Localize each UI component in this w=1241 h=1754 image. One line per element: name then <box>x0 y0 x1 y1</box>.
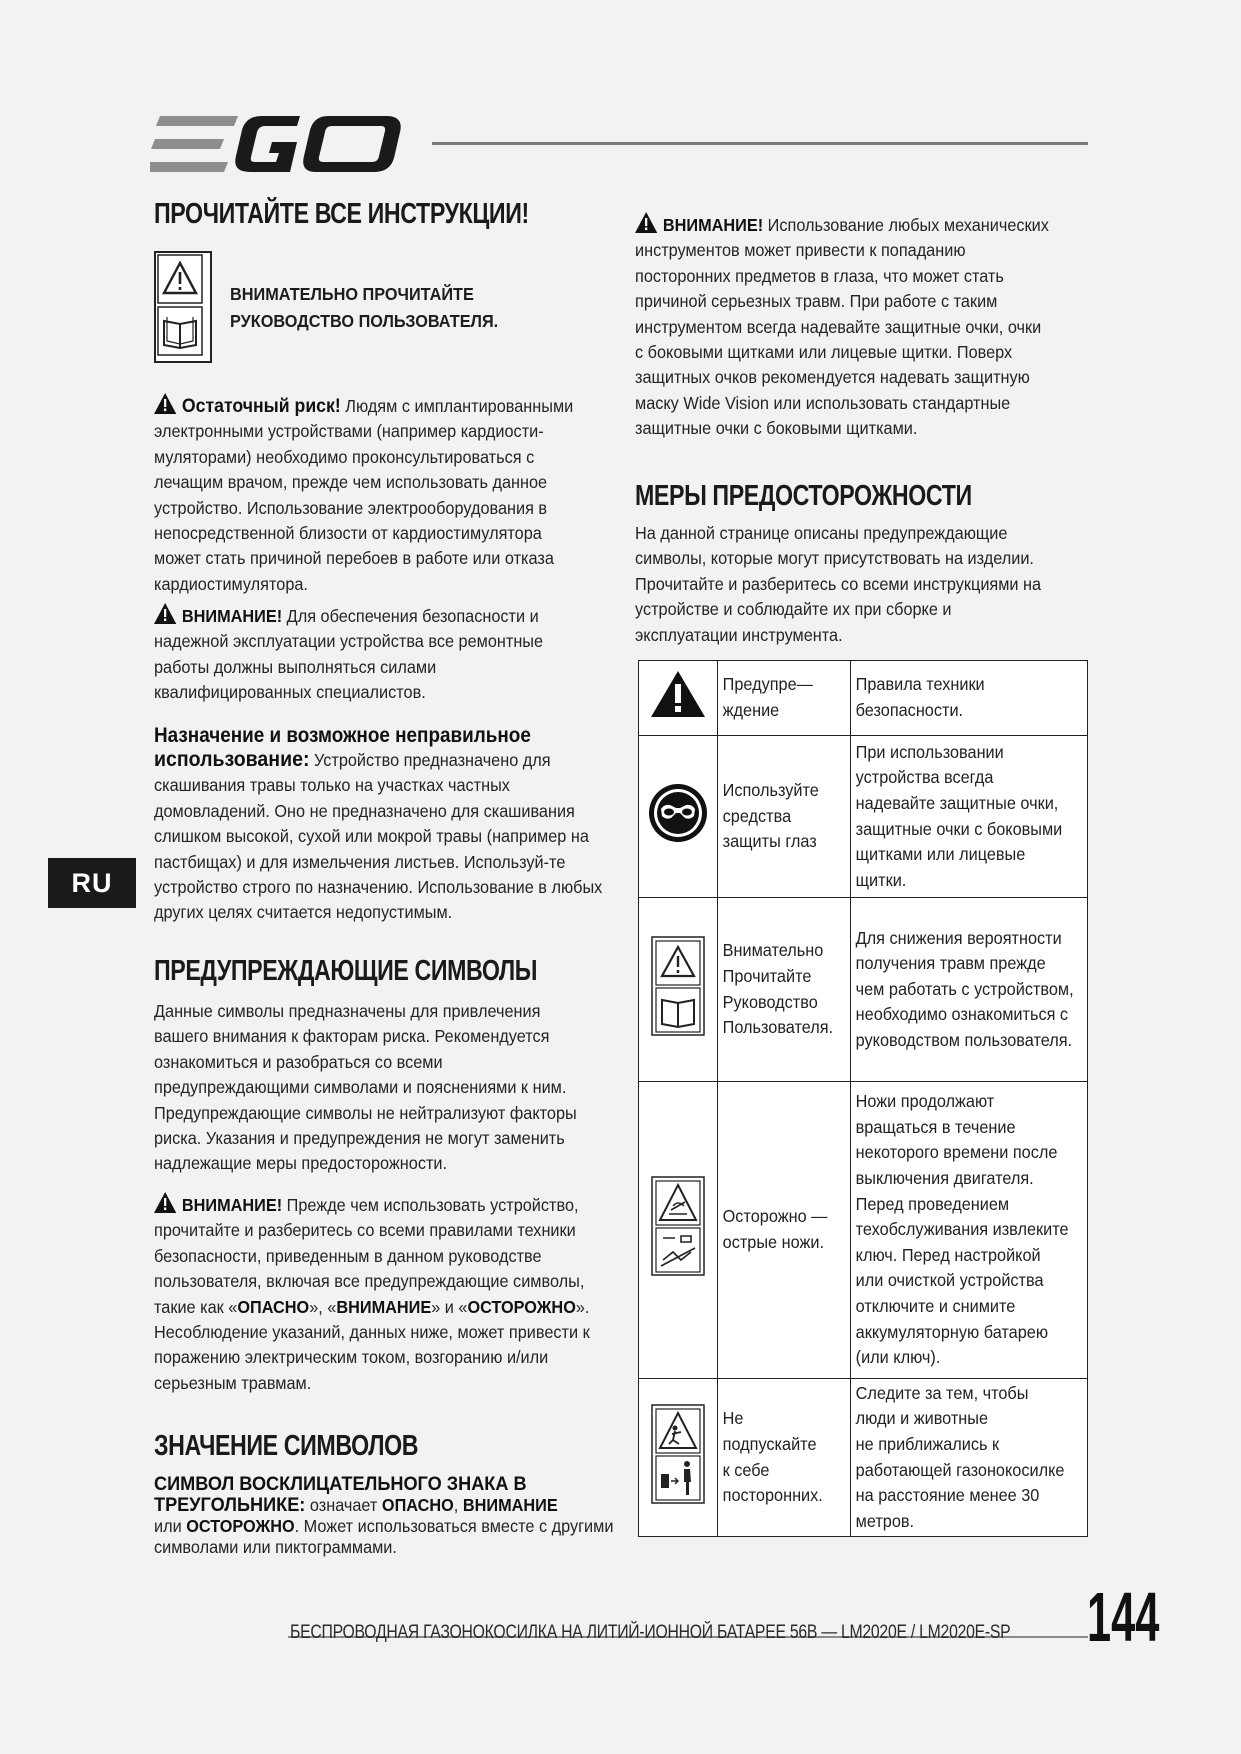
symbol-description: Правила техники безопасности. <box>855 674 985 720</box>
ego-logo <box>150 112 410 176</box>
exclam-warning: ВНИМАНИЕ <box>462 1495 558 1515</box>
precautions-heading: МЕРЫ ПРЕДОСТОРОЖНОСТИ <box>635 480 972 512</box>
warning1-label: ВНИМАНИЕ! <box>181 606 283 626</box>
exclam-danger: ОПАСНО <box>381 1495 454 1515</box>
table-name-cell <box>718 898 851 1082</box>
table-row <box>639 736 1088 898</box>
warning1-paragraph <box>154 603 591 706</box>
table-icon-cell <box>639 898 718 1082</box>
table-icon-cell <box>639 736 718 898</box>
table-desc-cell <box>851 1379 1088 1537</box>
table-desc-cell <box>851 1082 1088 1379</box>
warning2-text-a: Прежде чем использовать устройство, прочитайте и разберитесь со всеми правилами техники безопасности, приведенным в данном руководстве пользователя, включая все предупреждающие символы, такие как « <box>154 1195 585 1317</box>
footer-title: БЕСПРОВОДНАЯ ГАЗОНОКОСИЛКА НА ЛИТИЙ-ИОННОЙ БАТАРЕЕ 56В — LM2020E / LM2020E-SP <box>290 1622 1011 1643</box>
header-rule <box>432 142 1088 145</box>
warning2-text-b: ». Несоблюдение указаний, данных ниже, может привести к поражению электрическим током, возгоранию и/или серьезным травмам. <box>154 1296 590 1393</box>
table-icon-cell <box>639 661 718 736</box>
residual-risk-paragraph <box>154 393 591 597</box>
symbol-description: Для снижения вероятности получения травм прежде чем работать с устройством, необходимо ознакомиться с руководством пользователя. <box>855 927 1074 1050</box>
warning2-sep2: » и « <box>431 1296 468 1317</box>
exclam-text-a: означает <box>309 1495 378 1515</box>
read-all-heading: ПРОЧИТАЙТЕ ВСЕ ИНСТРУКЦИИ! <box>154 198 529 230</box>
table-desc-cell <box>851 736 1088 898</box>
warning2-label: ВНИМАНИЕ! <box>181 1195 283 1215</box>
warning-triangle-icon <box>154 1192 176 1213</box>
symbol-description: Следите за тем, чтобы люди и животные не приближались к работающей газонокосилке на расстояние менее 30 метров. <box>855 1382 1065 1531</box>
residual-risk-text: Людям с имплантированными электронными устройствами (например кардиости-муляторами) необходимо проконсультироваться с лечащим врачом, прежде чем использовать данное устройство. Использование электрооборудования в непосредственной близости от кардиостимулятора может стать причиной перебоев в работе или отказа кардиостимулятора. <box>154 396 574 594</box>
symbol-name: Осторожно — острые ножи. <box>722 1206 828 1252</box>
table-row <box>639 1379 1088 1537</box>
read-manual-line1: ВНИМАТЕЛЬНО ПРОЧИТАЙТЕ <box>230 284 474 304</box>
warning-symbols-heading: ПРЕДУПРЕЖДАЮЩИЕ СИМВОЛЫ <box>154 955 538 987</box>
warning-symbols-paragraph: Данные символы предназначены для привлечения вашего внимания к факторам риска. Рекомендуется ознакомиться и разобраться со всеми предупреждающими символами и пояснениями к ним. Предупреждающие символы не нейтрализуют факторы риска. Указания и предупреждения не могут заменить надлежащие меры предосторожности. <box>154 1001 577 1174</box>
warning-eyes-label: ВНИМАНИЕ! <box>662 215 764 235</box>
residual-risk-label: Остаточный риск! <box>181 396 341 417</box>
table-row <box>639 1082 1088 1379</box>
exclam-or: или <box>154 1516 182 1536</box>
exclam-text-b: . Может использоваться вместе с другими символами или пиктограммами. <box>154 1516 614 1557</box>
warning-triangle-icon <box>154 603 176 624</box>
language-tab: RU <box>48 858 136 908</box>
symbol-name: Предупре— ждение <box>722 674 813 720</box>
purpose-paragraph <box>154 724 624 926</box>
table-icon-cell <box>639 1379 718 1537</box>
keep-bystanders-away-icon <box>651 1404 705 1504</box>
warning-eyes-paragraph <box>635 212 1054 442</box>
exclam-label-line2: ТРЕУГОЛЬНИКЕ: <box>154 1494 306 1516</box>
exclam-comma: , <box>453 1495 459 1515</box>
sharp-blades-icon <box>651 1176 705 1276</box>
warning-triangle-icon <box>650 670 706 718</box>
read-manual-icon <box>154 251 212 363</box>
table-name-cell <box>718 661 851 736</box>
exclam-paragraph <box>154 1474 624 1558</box>
warning2-warning: ВНИМАНИЕ <box>336 1296 432 1317</box>
warning2-caution: ОСТОРОЖНО <box>467 1296 576 1317</box>
read-manual-text <box>230 281 498 335</box>
meaning-heading: ЗНАЧЕНИЕ СИМВОЛОВ <box>154 1430 419 1462</box>
warning-triangle-icon <box>154 393 176 414</box>
symbol-description: Ножи продолжают вращаться в течение некоторого времени после выключения двигателя. Перед проведением техобслуживания извлеките ключ. Перед настройкой или очисткой устройства отключите и снимите аккумуляторную батарею (или ключ). <box>855 1091 1069 1368</box>
read-manual-line2: РУКОВОДСТВО ПОЛЬЗОВАТЕЛЯ. <box>230 311 499 331</box>
symbol-description: При использовании устройства всегда надевайте защитные очки, защитные очки с боковыми щитками или лицевые щитки. <box>855 741 1063 890</box>
page-number: 144 <box>1087 1578 1160 1656</box>
purpose-text: Устройство предназначено для скашивания травы только на участках частных домовладений. Оно не предназначено для скашивания слишком высокой, сухой или мокрой травы (например на пастбищах) и для измельчения листьев. Используй-те устройство строго по назначению. Использование в любых других целях считается недопустимым. <box>154 750 603 923</box>
warning-eyes-text: Использование любых механических инструментов может привести к попаданию посторонних предметов в глаза, что может стать причиной серьезных травм. При работе с таким инструментом всегда надевайте защитные очки, очки с боковыми щитками или лицевые щитки. Поверх защитных очков рекомендуется надевать защитную маску Wide Vision или использовать стандартные защитные очки с боковыми щитками. <box>635 215 1049 439</box>
read-manual-block <box>154 251 614 363</box>
exclam-label-line1: СИМВОЛ ВОСКЛИЦАТЕЛЬНОГО ЗНАКА В <box>154 1473 527 1495</box>
purpose-label-line2: использование: <box>154 748 310 771</box>
warning2-danger: ОПАСНО <box>237 1296 310 1317</box>
read-manual-icon <box>651 936 705 1036</box>
symbol-name: Используйте средства защиты глаз <box>722 780 819 852</box>
table-desc-cell <box>851 661 1088 736</box>
table-icon-cell <box>639 1082 718 1379</box>
table-name-cell <box>718 1379 851 1537</box>
precautions-paragraph: На данной странице описаны предупреждающие символы, которые могут присутствовать на изделии. Прочитайте и разберитесь со всеми инструкциями на устройстве и соблюдайте их при сборке и эксплуатации инструмента. <box>635 523 1042 645</box>
warning-triangle-icon <box>635 212 657 233</box>
table-name-cell <box>718 1082 851 1379</box>
symbol-name: Не подпускайте к себе посторонних. <box>722 1408 823 1506</box>
purpose-label-line1: Назначение и возможное неправильное <box>154 724 531 747</box>
warning2-sep1: », « <box>309 1296 337 1317</box>
table-name-cell <box>718 736 851 898</box>
table-row <box>639 661 1088 736</box>
exclam-caution: ОСТОРОЖНО <box>186 1516 295 1536</box>
warning1-text: Для обеспечения безопасности и надежной эксплуатации устройства все ремонтные работы должны выполняться силами квалифицированных специалистов. <box>154 606 544 703</box>
table-desc-cell <box>851 898 1088 1082</box>
eye-protection-icon <box>648 783 708 843</box>
table-row <box>639 898 1088 1082</box>
symbols-table <box>638 660 1088 1537</box>
warning2-paragraph <box>154 1192 591 1396</box>
symbol-name: Внимательно Прочитайте Руководство Пользователя. <box>722 940 834 1038</box>
